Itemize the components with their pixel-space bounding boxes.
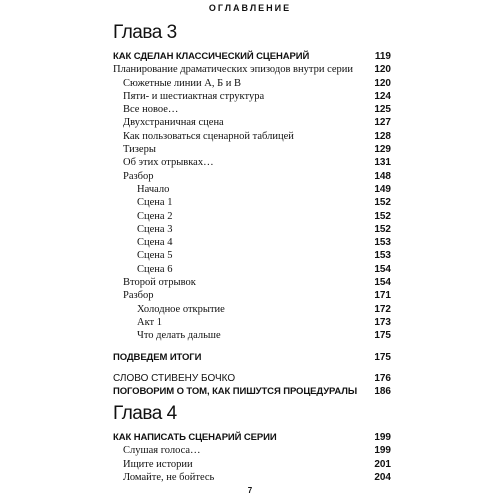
toc-entry[interactable]: ПОГОВОРИМ О ТОМ, КАК ПИШУТСЯ ПРОЦЕДУРАЛЫ 186 bbox=[113, 386, 391, 398]
toc-entry[interactable]: Ломайте, не бойтесь 204 bbox=[123, 471, 391, 483]
toc-entry[interactable]: СЛОВО СТИВЕНУ БОЧКО 176 bbox=[113, 372, 391, 384]
toc-entry[interactable]: КАК НАПИСАТЬ СЦЕНАРИЙ СЕРИИ 199 bbox=[113, 432, 391, 443]
toc-entry[interactable]: Об этих отрывках… 131 bbox=[123, 157, 391, 169]
toc-entry[interactable]: Разбор 171 bbox=[123, 290, 391, 302]
toc-entry[interactable]: Все новое… 125 bbox=[123, 104, 391, 116]
toc-entry[interactable]: Сцена 6 154 bbox=[137, 263, 391, 275]
toc-entry[interactable]: Пяти- и шестиактная структура 124 bbox=[123, 90, 391, 102]
toc-entry[interactable]: Сцена 5 153 bbox=[137, 250, 391, 262]
page-number: 7 bbox=[247, 486, 253, 495]
chapter-3-title: Глава 3 bbox=[113, 22, 177, 43]
chapter-3-toc bbox=[113, 50, 391, 398]
toc-entry[interactable]: Тизеры 129 bbox=[123, 144, 391, 156]
toc-entry[interactable]: Слушая голоса… 199 bbox=[123, 445, 391, 457]
toc-entry[interactable]: КАК СДЕЛАН КЛАССИЧЕСКИЙ СЦЕНАРИЙ 119 bbox=[113, 51, 391, 62]
toc-entry[interactable]: ПОДВЕДЕМ ИТОГИ 175 bbox=[113, 351, 391, 363]
toc-entry[interactable]: Планирование драматических эпизодов внутри серии 120 bbox=[113, 64, 391, 76]
toc-entry[interactable]: Сцена 1 152 bbox=[137, 197, 391, 209]
toc-entry[interactable]: Начало 149 bbox=[137, 183, 391, 195]
toc-entry[interactable]: Акт 1 173 bbox=[137, 316, 391, 328]
toc-entry[interactable]: Двухстраничная сцена 127 bbox=[123, 117, 391, 129]
toc-entry[interactable]: Ищите истории 201 bbox=[123, 458, 391, 470]
toc-entry[interactable]: Разбор 148 bbox=[123, 170, 391, 182]
toc-entry[interactable]: Что делать дальше 175 bbox=[137, 330, 391, 342]
toc-entry[interactable]: Как пользоваться сценарной таблицей 128 bbox=[123, 130, 391, 142]
toc-entry[interactable]: Сюжетные линии А, Б и В 120 bbox=[123, 77, 391, 89]
running-header: ОГЛАВЛЕНИЕ bbox=[208, 3, 292, 13]
chapter-4-title: Глава 4 bbox=[113, 403, 177, 424]
toc-entry[interactable]: Сцена 4 153 bbox=[137, 237, 391, 249]
chapter-4-toc bbox=[113, 431, 391, 484]
toc-entry[interactable]: Холодное открытие 172 bbox=[137, 303, 391, 315]
toc-entry[interactable]: Второй отрывок 154 bbox=[123, 277, 391, 289]
toc-entry[interactable]: Сцена 2 152 bbox=[137, 210, 391, 222]
toc-entry[interactable]: Сцена 3 152 bbox=[137, 223, 391, 235]
